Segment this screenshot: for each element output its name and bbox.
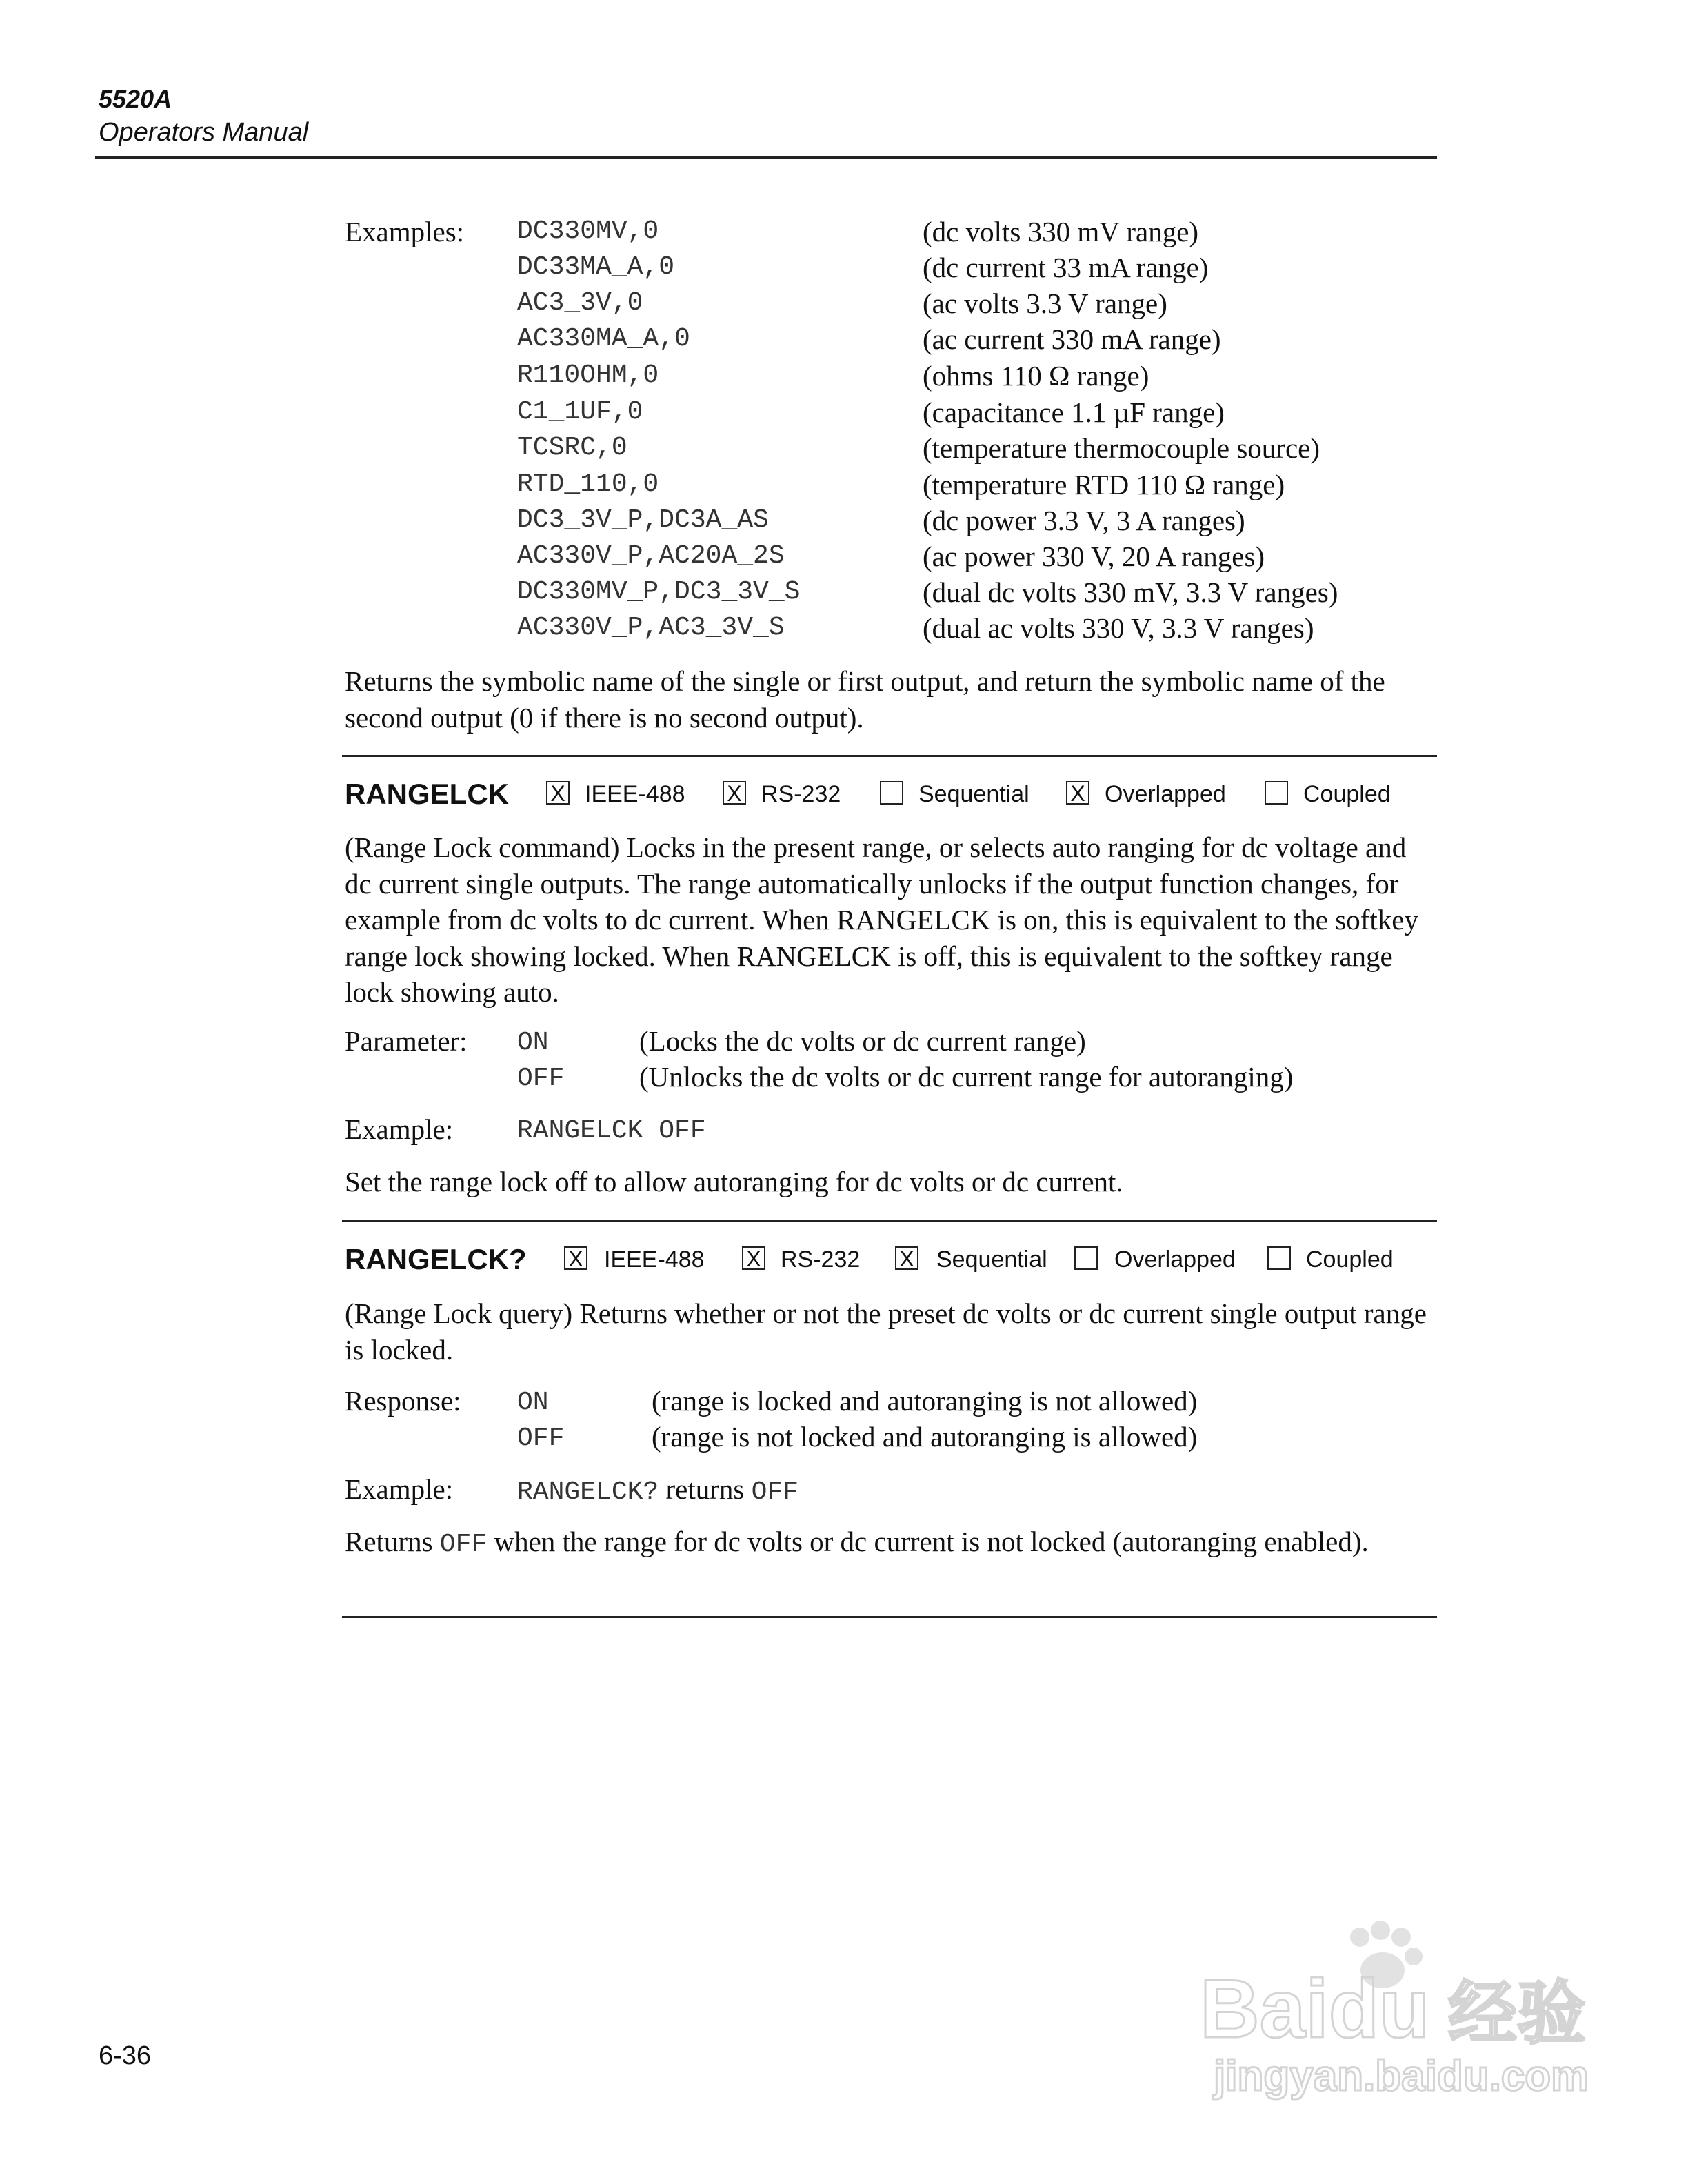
header-divider bbox=[95, 156, 1437, 159]
coupled-checkbox bbox=[1267, 1246, 1291, 1270]
ieee488-label: IEEE-488 bbox=[604, 1246, 705, 1273]
coupled-checkbox bbox=[1265, 781, 1288, 805]
returns-paragraph: Returns the symbolic name of the single or first output, and return the symbolic name of the second output (0 if there is no second output). bbox=[345, 665, 1385, 734]
note-code: OFF bbox=[439, 1530, 488, 1559]
rangelck-query-flag-row bbox=[345, 1242, 1434, 1277]
watermark-brand: Baidu bbox=[1200, 1963, 1430, 2055]
response-value: ON bbox=[517, 1388, 549, 1417]
overlapped-label: Overlapped bbox=[1114, 1246, 1236, 1273]
sequential-checkbox: X bbox=[895, 1246, 918, 1270]
rangelck-flag-row bbox=[345, 777, 1434, 811]
section-divider bbox=[342, 1616, 1437, 1618]
page-number: 6-36 bbox=[99, 2041, 152, 2070]
response-value: OFF bbox=[517, 1424, 565, 1453]
sequential-label: Sequential bbox=[936, 1246, 1047, 1273]
example-desc: (ohms 110 Ω range) bbox=[923, 360, 1149, 392]
example-code: R110OHM,0 bbox=[517, 361, 659, 390]
example-desc: (dual dc volts 330 mV, 3.3 V ranges) bbox=[923, 576, 1338, 608]
example-label: Example: bbox=[345, 1113, 454, 1145]
sequential-label: Sequential bbox=[918, 781, 1029, 807]
watermark-cn: 经验 bbox=[1448, 1975, 1586, 2052]
overlapped-label: Overlapped bbox=[1105, 781, 1226, 807]
example-desc: (dc volts 330 mV range) bbox=[923, 216, 1199, 247]
example-code: DC3_3V_P,DC3A_AS bbox=[517, 505, 769, 535]
ieee488-label: IEEE-488 bbox=[585, 781, 685, 807]
rs232-checkbox: X bbox=[742, 1246, 765, 1270]
sequential-checkbox bbox=[880, 781, 903, 805]
example-label: Example: bbox=[345, 1473, 454, 1505]
manual-title: Operators Manual bbox=[99, 118, 309, 147]
section-divider bbox=[342, 755, 1437, 757]
overlapped-checkbox bbox=[1074, 1246, 1098, 1270]
rs232-label: RS-232 bbox=[761, 781, 841, 807]
example-code: DC330MV,0 bbox=[517, 216, 659, 246]
example-code: AC330V_P,AC20A_2S bbox=[517, 541, 785, 571]
manual-model: 5520A bbox=[99, 85, 172, 113]
parameter-desc: (Locks the dc volts or dc current range) bbox=[639, 1025, 1086, 1057]
example-desc: (temperature RTD 110 Ω range) bbox=[923, 469, 1285, 501]
parameter-label: Parameter: bbox=[345, 1025, 468, 1057]
examples-label: Examples: bbox=[345, 216, 465, 247]
rangelck-description: (Range Lock command) Locks in the present range, or selects auto ranging for dc voltage and dc current single outputs. The range automatically unlocks if the output function changes, for example from dc volts to dc current. When RANGELCK is on, this is equivalent to the softkey range lock showing locked. When RANGELCK is off, this is equivalent to the softkey range lock showing auto. bbox=[345, 831, 1418, 1008]
example-desc: (ac volts 3.3 V range) bbox=[923, 287, 1167, 319]
section-divider bbox=[342, 1220, 1437, 1222]
example-code: C1_1UF,0 bbox=[517, 397, 643, 427]
response-desc: (range is not locked and autoranging is allowed) bbox=[652, 1421, 1198, 1453]
example-desc: (dc power 3.3 V, 3 A ranges) bbox=[923, 505, 1245, 536]
ieee488-checkbox: X bbox=[564, 1246, 587, 1270]
note-post: when the range for dc volts or dc current is not locked (autoranging enabled). bbox=[494, 1526, 1369, 1557]
example-returns-word: returns bbox=[665, 1473, 745, 1505]
example-desc: (ac power 330 V, 20 A ranges) bbox=[923, 540, 1265, 572]
coupled-label: Coupled bbox=[1306, 1246, 1394, 1273]
rangelck-query-example bbox=[517, 1471, 798, 1510]
response-label: Response: bbox=[345, 1385, 461, 1417]
example-code: TCSRC,0 bbox=[517, 433, 627, 463]
example-desc: (temperature thermocouple source) bbox=[923, 432, 1320, 464]
parameter-desc: (Unlocks the dc volts or dc current range for autoranging) bbox=[639, 1061, 1294, 1093]
example-desc: (capacitance 1.1 µF range) bbox=[923, 396, 1225, 428]
example-code: DC33MA_A,0 bbox=[517, 252, 675, 282]
parameter-value: ON bbox=[517, 1028, 549, 1058]
example-code: AC330V_P,AC3_3V_S bbox=[517, 613, 785, 643]
note-pre: Returns bbox=[345, 1526, 433, 1557]
example-desc: (ac current 330 mA range) bbox=[923, 323, 1221, 355]
ieee488-checkbox: X bbox=[546, 781, 570, 805]
example-code: AC3_3V,0 bbox=[517, 288, 643, 318]
example-desc: (dual ac volts 330 V, 3.3 V ranges) bbox=[923, 612, 1314, 644]
rangelck-query-description: (Range Lock query) Returns whether or not the preset dc volts or dc current single output range is locked. bbox=[345, 1297, 1427, 1366]
watermark-url: jingyan.baidu.com bbox=[1214, 2052, 1589, 2100]
example-command: RANGELCK? bbox=[517, 1477, 659, 1507]
rangelck-command-name: RANGELCK bbox=[345, 778, 509, 810]
rangelck-example: RANGELCK OFF bbox=[517, 1116, 706, 1146]
coupled-label: Coupled bbox=[1303, 781, 1391, 807]
rangelck-query-name: RANGELCK? bbox=[345, 1243, 527, 1275]
example-code: RTD_110,0 bbox=[517, 469, 659, 499]
parameter-value: OFF bbox=[517, 1064, 565, 1093]
rs232-label: RS-232 bbox=[781, 1246, 861, 1273]
overlapped-checkbox: X bbox=[1066, 781, 1089, 805]
rs232-checkbox: X bbox=[723, 781, 746, 805]
rangelck-query-note bbox=[345, 1524, 1434, 1564]
rangelck-note: Set the range lock off to allow autoranging for dc volts or dc current. bbox=[345, 1166, 1123, 1197]
response-desc: (range is locked and autoranging is not allowed) bbox=[652, 1385, 1198, 1417]
example-desc: (dc current 33 mA range) bbox=[923, 252, 1209, 283]
baidu-watermark bbox=[1186, 1910, 1600, 2103]
example-code: DC330MV_P,DC3_3V_S bbox=[517, 577, 801, 607]
example-code: AC330MA_A,0 bbox=[517, 324, 690, 354]
example-return-value: OFF bbox=[751, 1477, 799, 1507]
